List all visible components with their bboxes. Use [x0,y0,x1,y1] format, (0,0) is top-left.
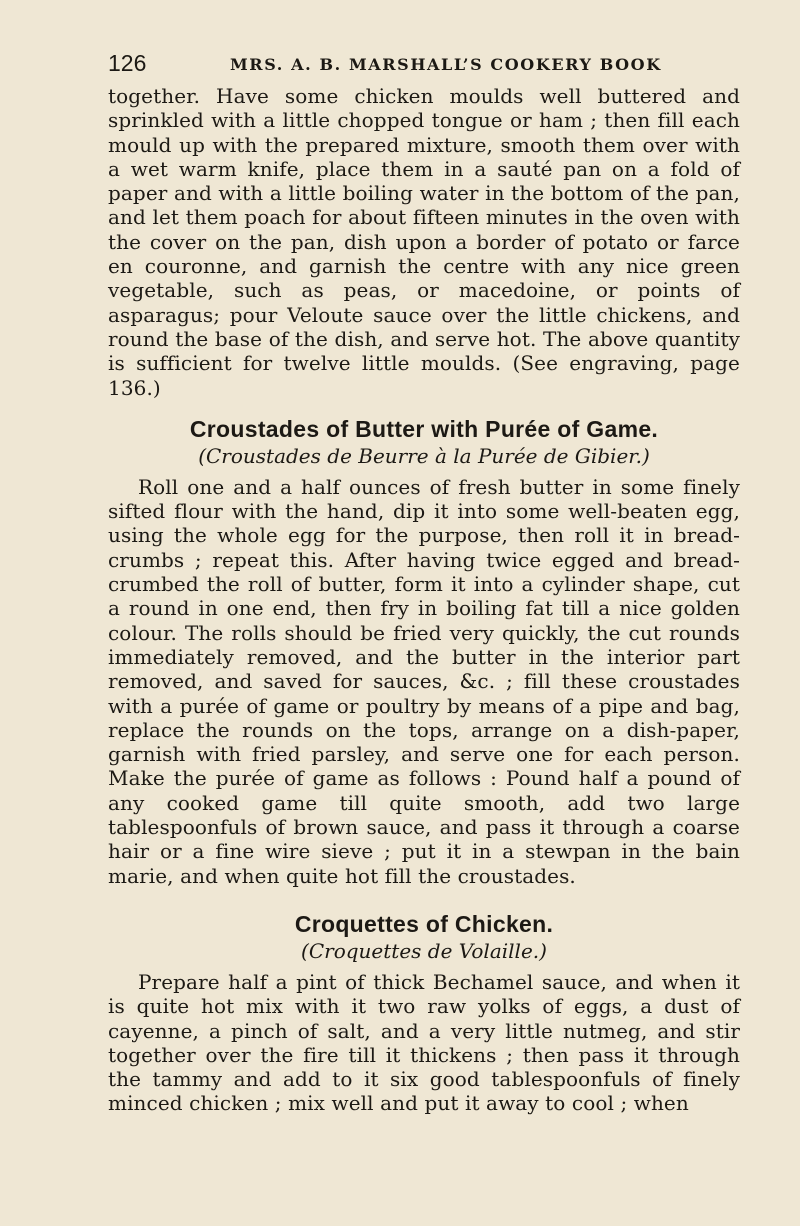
section-body: Prepare half a pint of thick Bechamel sauce, and when it is quite hot mix with it two raw yolks of eggs, a dust of cayenne, a pinch of salt, and a very little nutmeg, and stir together over the fire till it thickens ; then pass it through the tammy and add to it six good tablespoonfuls of finely minced chicken ; mix well and put it away to cool ; when [108,969,740,1116]
section-title: Croustades of Butter with Purée of Game. [189,415,659,442]
running-title: MRS. A. B. MARSHALL’S COOKERY BOOK [230,55,662,74]
section-subtitle: (Croquettes de Volaille.) [301,938,547,963]
page-body [108,84,740,1116]
section-croquettes [108,910,740,1116]
intro-paragraph: together. Have some chicken moulds well buttered and sprinkled with a little chopped tongue or ham ; then fill each mould up with the prepared mixture, smooth them over with a wet warm knife, place them in a sauté pan on a fold of paper and with a little boiling water in the bottom of the pan, and let them poach for about fifteen minutes in the oven with the cover on the pan, dish upon a border of potato or farce en couronne, and garnish the centre with any nice green vegetable, such as peas, or macedoine, or points of asparagus; pour Veloute sauce over the little chickens, and round the base of the dish, and serve hot. The above quantity is sufficient for twelve little moulds. (See engraving, page 136.) [108,84,740,400]
section-title: Croquettes of Chicken. [294,910,554,937]
section-croustades [108,415,740,888]
page-header [108,50,740,80]
page-number: 126 [108,50,147,76]
section-body: Roll one and a half ounces of fresh butter in some finely sifted flour with the hand, dip it into some well-beaten egg, using the whole egg for the purpose, then roll it in bread-crumbs ; repeat this. After having twice egged and bread-crumbed the roll of butter, form it into a cylinder shape, cut a round in one end, then fry in boiling fat till a nice golden colour. The rolls should be fried very quickly, the cut rounds immediately removed, and the butter in the interior part removed, and saved for sauces, &c. ; fill these croustades with a purée of game or poultry by means of a pipe and bag, replace the rounds on the tops, arrange on a dish-paper, garnish with fried parsley, and serve one for each person. Make the purée of game as follows : Pound half a pound of any cooked game till quite smooth, add two large tablespoonfuls of brown sauce, and pass it through a coarse hair or a fine wire sieve ; put it in a stewpan in the bain marie, and when quite hot fill the croustades. [108,474,740,888]
section-subtitle: (Croustades de Beurre à la Purée de Gibier.) [198,443,650,468]
